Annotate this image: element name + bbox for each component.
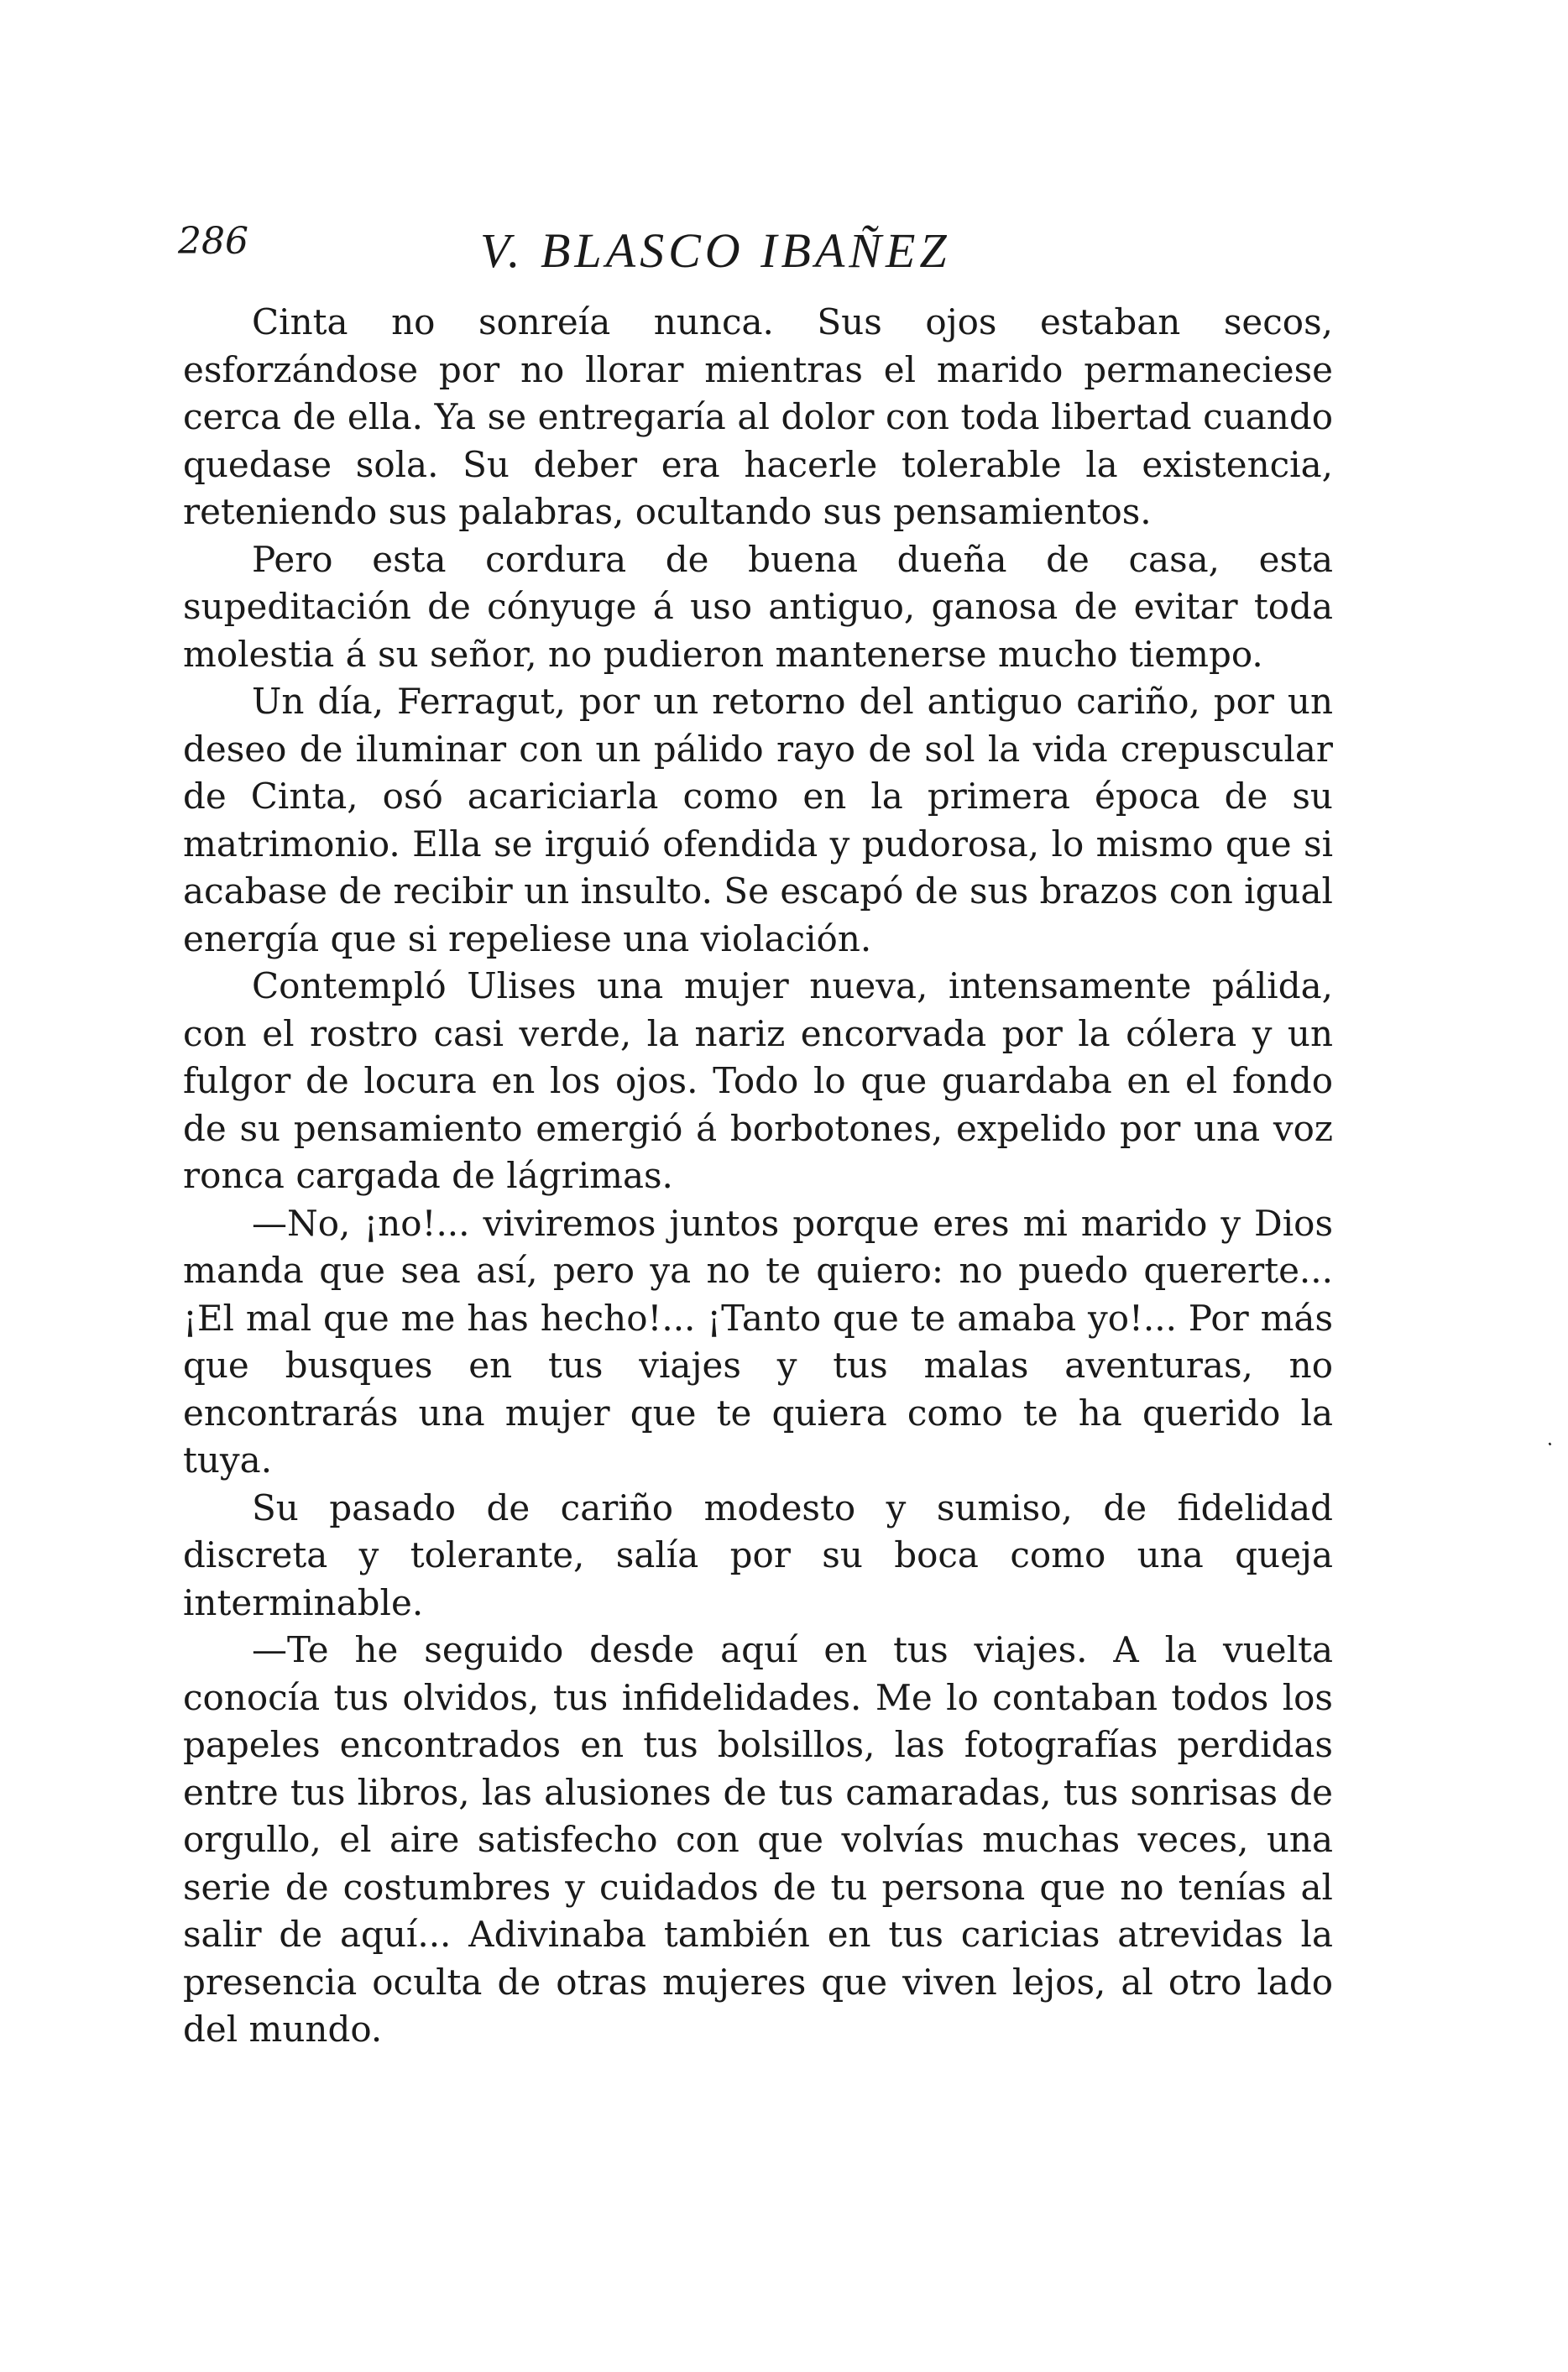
paragraph: Su pasado de cariño modesto y sumiso, de fidelidad discreta y tolerante, salía por su boca como una queja interminable. [183,1486,1333,1623]
paragraph: Cinta no sonreía nunca. Sus ojos estaban secos, esforzándose por no llorar mientras el marido permaneciese cerca de ella. Ya se entregaría al dolor con toda libertad cuando quedase sola. Su deber era hacerle tolerable la existencia, reteniendo sus palabras, ocultando sus pensamientos. [183,301,1333,532]
print-speck: ‧ [1541,1432,1560,1457]
dialogue-paragraph: —No, ¡no!... viviremos juntos porque eres mi marido y Dios manda que sea así, pero ya no te quiero: no puedo quererte... ¡El mal que me has hecho!... ¡Tanto que te amaba yo!... Por más que busques en tus viajes y tus malas aventuras, no encontrarás una mujer que te quiera como te ha querido la tuya. [183,1202,1333,1481]
body-text [183,299,1333,2054]
paragraph: Contempló Ulises una mujer nueva, intensamente pálida, con el rostro casi verde, la nariz encorvada por la cólera y un fulgor de locura en los ojos. Todo lo que guardaba en el fondo de su pensamiento emergió á borbotones, expelido por una voz ronca cargada de lágrimas. [183,965,1333,1196]
page-number: 286 [178,220,248,263]
page-header [178,217,1336,284]
paragraph: Un día, Ferragut, por un retorno del antiguo cariño, por un deseo de iluminar con un pálido rayo de sol la vida crepuscular de Cinta, osó acariciarla como en la primera época de su matrimonio. Ella se irguió ofendida y pudorosa, lo mismo que si acabase de recibir un insulto. Se escapó de sus brazos con igual energía que si repeliese una violación. [183,681,1333,959]
paragraph: Pero esta cordura de buena dueña de casa, esta supeditación de cónyuge á uso antiguo, ganosa de evitar toda molestia á su señor, no pudieron mantenerse mucho tiempo. [183,538,1333,675]
running-head: V. BLASCO IBAÑEZ [480,223,951,278]
dialogue-paragraph: —Te he seguido desde aquí en tus viajes. A la vuelta conocía tus olvidos, tus infidelidades. Me lo contaban todos los papeles encontrados en tus bolsillos, las fotografías perdidas entre tus libros, las alusiones de tus camaradas, tus sonrisas de orgullo, el aire satisfecho con que volvías muchas veces, una serie de costumbres y cuidados de tu persona que no tenías al salir de aquí... Adivinaba también en tus caricias atrevidas la presencia oculta de otras mujeres que viven lejos, al otro lado del mundo. [183,1629,1333,2050]
